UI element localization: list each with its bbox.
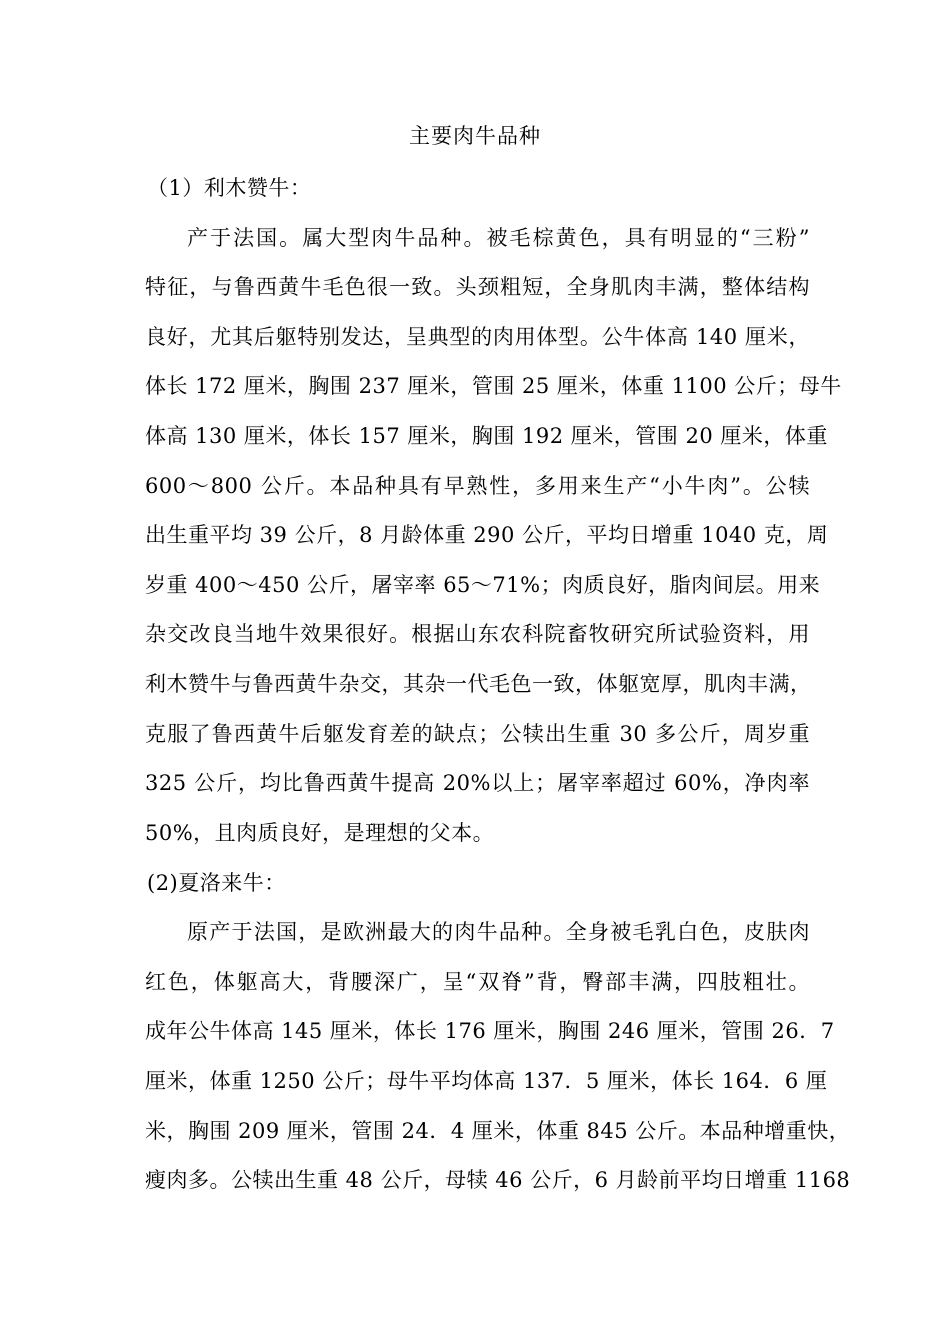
paragraph-line: 成年公牛体高 145 厘米，体长 176 厘米，胸围 246 厘米，管围 26．7 xyxy=(145,1019,835,1043)
section-heading-limousin: （1）利木赞牛： xyxy=(147,176,312,200)
paragraph-line: 利木赞牛与鲁西黄牛杂交，其杂一代毛色一致，体躯宽厚，肌肉丰满， xyxy=(145,672,812,696)
paragraph-line: 米，胸围 209 厘米，管围 24．4 厘米，体重 845 公斤。本品种增重快， xyxy=(145,1119,851,1143)
paragraph-line: 体长 172 厘米，胸围 237 厘米，管围 25 厘米，体重 1100 公斤；母牛 xyxy=(145,374,842,398)
paragraph-line: 325 公斤，均比鲁西黄牛提高 20%以上；屠宰率超过 60%，净肉率 xyxy=(145,771,810,795)
paragraph-line: 红色，体躯高大，背腰深广，呈“双脊”背，臀部丰满，四肢粗壮。 xyxy=(145,970,810,994)
paragraph-line: 克服了鲁西黄牛后躯发育差的缺点；公犊出生重 30 多公斤，周岁重 xyxy=(145,722,810,746)
paragraph-line: 原产于法国，是欧洲最大的肉牛品种。全身被毛乳白色，皮肤肉 xyxy=(187,920,810,944)
section-heading-charolais: (2)夏洛来牛： xyxy=(147,871,286,895)
paragraph-line: 岁重 400～450 公斤，屠宰率 65～71%；肉质良好，脂肉间层。用来 xyxy=(145,573,821,597)
paragraph-line: 特征，与鲁西黄牛毛色很一致。头颈粗短，全身肌肉丰满，整体结构 xyxy=(145,275,810,299)
paragraph-line: 瘦肉多。公犊出生重 48 公斤，母犊 46 公斤，6 月龄前平均日增重 1168 xyxy=(145,1168,851,1192)
paragraph-line: 出生重平均 39 公斤，8 月龄体重 290 公斤，平均日增重 1040 克，周 xyxy=(145,523,829,547)
paragraph-line: 厘米，体重 1250 公斤；母牛平均体高 137．5 厘米，体长 164．6 厘 xyxy=(145,1069,828,1093)
paragraph-line: 杂交改良当地牛效果很好。根据山东农科院畜牧研究所试验资料，用 xyxy=(145,622,810,646)
paragraph-line: 良好，尤其后躯特别发达，呈典型的肉用体型。公牛体高 140 厘米， xyxy=(145,325,810,349)
paragraph-line: 体高 130 厘米，体长 157 厘米，胸围 192 厘米，管围 20 厘米，体重 xyxy=(145,424,828,448)
paragraph-line: 50%，且肉质良好，是理想的父本。 xyxy=(145,821,495,845)
page-title: 主要肉牛品种 xyxy=(409,124,541,148)
paragraph-line: 产于法国。属大型肉牛品种。被毛棕黄色，具有明显的“三粉” xyxy=(187,226,810,250)
paragraph-line: 600～800 公斤。本品种具有早熟性，多用来生产“小牛肉”。公犊 xyxy=(145,474,810,498)
